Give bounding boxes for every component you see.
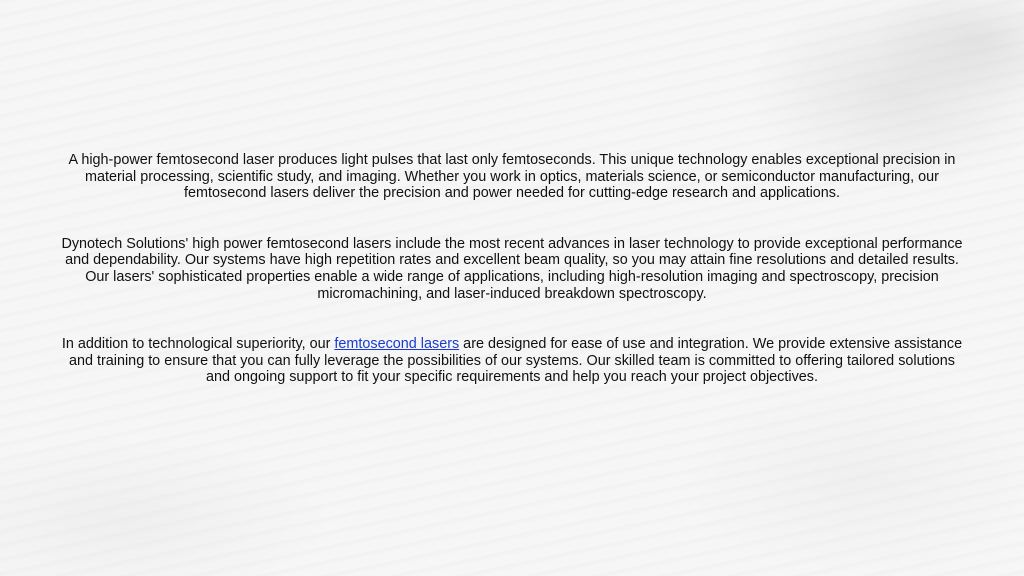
paragraph-intro: A high-power femtosecond laser produces light pulses that last only femtoseconds. This unique technology enables exceptional precision in material processing, scientific study, and imaging. Whether you work in optics, materials science, or semiconductor manufacturing, our femtosecond lasers deliver the precision and power needed for cutting-edge research and applications. — [68, 152, 956, 202]
femtosecond-lasers-link[interactable]: femtosecond lasers — [334, 336, 460, 353]
paragraph-dynotech: Dynotech Solutions' high power femtosecond lasers include the most recent advances in laser technology to provide exceptional performance and dependability. Our systems have high repetition rates and excellent beam quality, so you may attain fine resolutions and detailed results. Our lasers' sophisticated properties enable a wide range of applications, including high-resolution imaging and spectroscopy, precision micromachining, and laser-induced breakdown spectroscopy. — [61, 235, 963, 302]
paragraph-support-tail: are designed for ease of use and integration. We provide extensive assistance and training to ensure that you can fully leverage the possibilities of our systems. Our skilled team is committed to offering tailored solutions and ongoing support to fit your specific requirements and help you reach your project objectives. — [68, 336, 963, 386]
paragraph-support-lead: In addition to technological superiority, our — [61, 336, 335, 353]
slide-content — [56, 152, 968, 386]
paragraph-support — [56, 336, 968, 386]
